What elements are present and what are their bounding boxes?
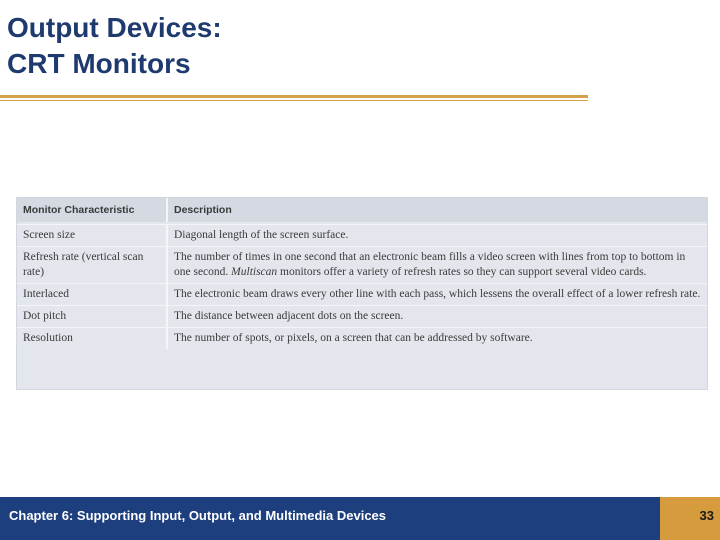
row-characteristic: Screen size bbox=[17, 225, 167, 247]
row-characteristic: Refresh rate (vertical scan rate) bbox=[17, 247, 167, 284]
table-row bbox=[17, 247, 707, 284]
page-number: 33 bbox=[660, 497, 720, 540]
row-description: The number of spots, or pixels, on a screen that can be addressed by software. bbox=[167, 328, 707, 350]
slide-footer bbox=[0, 497, 720, 540]
description-text: monitors offer a variety of refresh rates so they can support several video cards. bbox=[277, 266, 647, 278]
row-description: The electronic beam draws every other line with each pass, which lessens the overall effect of a lower refresh rate. bbox=[167, 284, 707, 306]
column-header-description: Description bbox=[167, 198, 707, 222]
table-header-row bbox=[17, 198, 707, 222]
characteristics-table bbox=[17, 198, 707, 349]
row-characteristic: Dot pitch bbox=[17, 306, 167, 328]
table-row bbox=[17, 328, 707, 350]
row-characteristic: Interlaced bbox=[17, 284, 167, 306]
table-row bbox=[17, 225, 707, 247]
row-description: Diagonal length of the screen surface. bbox=[167, 225, 707, 247]
title-line-2: CRT Monitors bbox=[7, 48, 191, 79]
monitor-characteristics-table bbox=[16, 197, 708, 390]
row-characteristic: Resolution bbox=[17, 328, 167, 350]
title-divider-thin bbox=[0, 100, 588, 101]
column-header-characteristic: Monitor Characteristic bbox=[17, 198, 167, 222]
row-description: The distance between adjacent dots on the screen. bbox=[167, 306, 707, 328]
description-text: The number of times in one second that an electronic beam fills a video screen with lines from top to bottom in one second. bbox=[174, 251, 686, 278]
description-emphasis: Multiscan bbox=[231, 266, 278, 278]
table-row bbox=[17, 284, 707, 306]
footer-chapter-title: Chapter 6: Supporting Input, Output, and Multimedia Devices bbox=[9, 508, 387, 523]
title-divider-thick bbox=[0, 95, 588, 98]
title-line-1: Output Devices: bbox=[7, 12, 222, 43]
row-description bbox=[167, 247, 707, 284]
table-row bbox=[17, 306, 707, 328]
slide-title bbox=[7, 10, 222, 82]
